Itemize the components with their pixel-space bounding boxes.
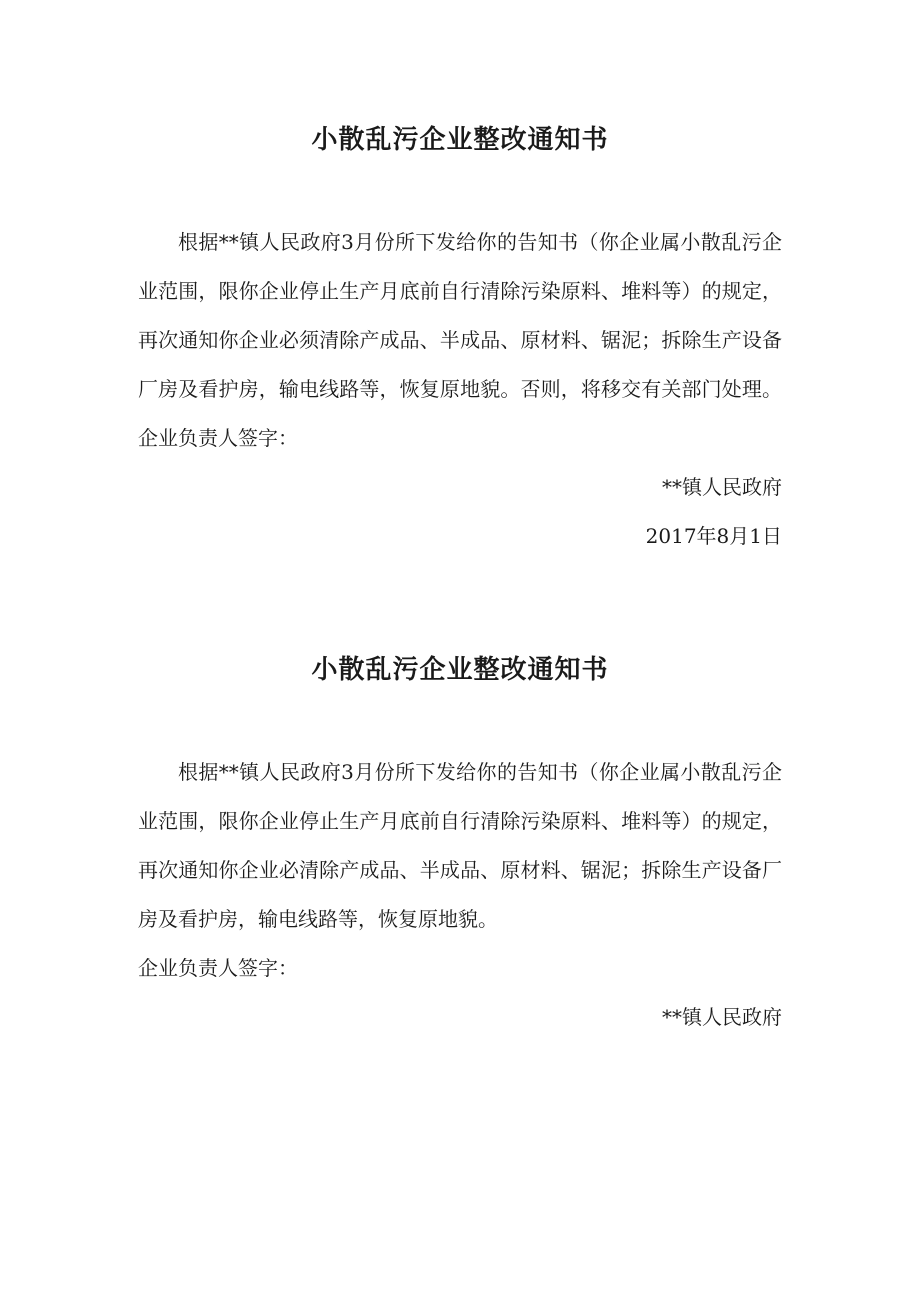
issuer-name: **镇人民政府 <box>662 475 782 499</box>
rectification-notice-2 <box>138 648 782 1042</box>
rectification-notice-1 <box>138 118 782 561</box>
notice-body: 根据**镇人民政府3月份所下发给你的告知书（你企业属小散乱污企业范围，限你企业停止生产月底前自行清除污染原料、堆料等）的规定，再次通知你企业必清除产成品、半成品、原材料、锯泥；拆除生产设备厂房及看护房，输电线路等，恢复原地貌。 <box>138 760 782 931</box>
issuer-name: **镇人民政府 <box>662 1005 782 1029</box>
notice-title: 小散乱污企业整改通知书 <box>311 125 609 155</box>
notice-body: 根据**镇人民政府3月份所下发给你的告知书（你企业属小散乱污企业范围，限你企业停止生产月底前自行清除污染原料、堆料等）的规定，再次通知你企业必须清除产成品、半成品、原材料、锯泥；拆除生产设备厂房及看护房，输电线路等，恢复原地貌。否则，将移交有关部门处理。企业负责人签字： <box>138 230 782 450</box>
signature-label: 企业负责人签字： <box>138 956 298 980</box>
notice-title: 小散乱污企业整改通知书 <box>311 655 609 685</box>
issue-date: 2017年8月1日 <box>645 524 782 548</box>
